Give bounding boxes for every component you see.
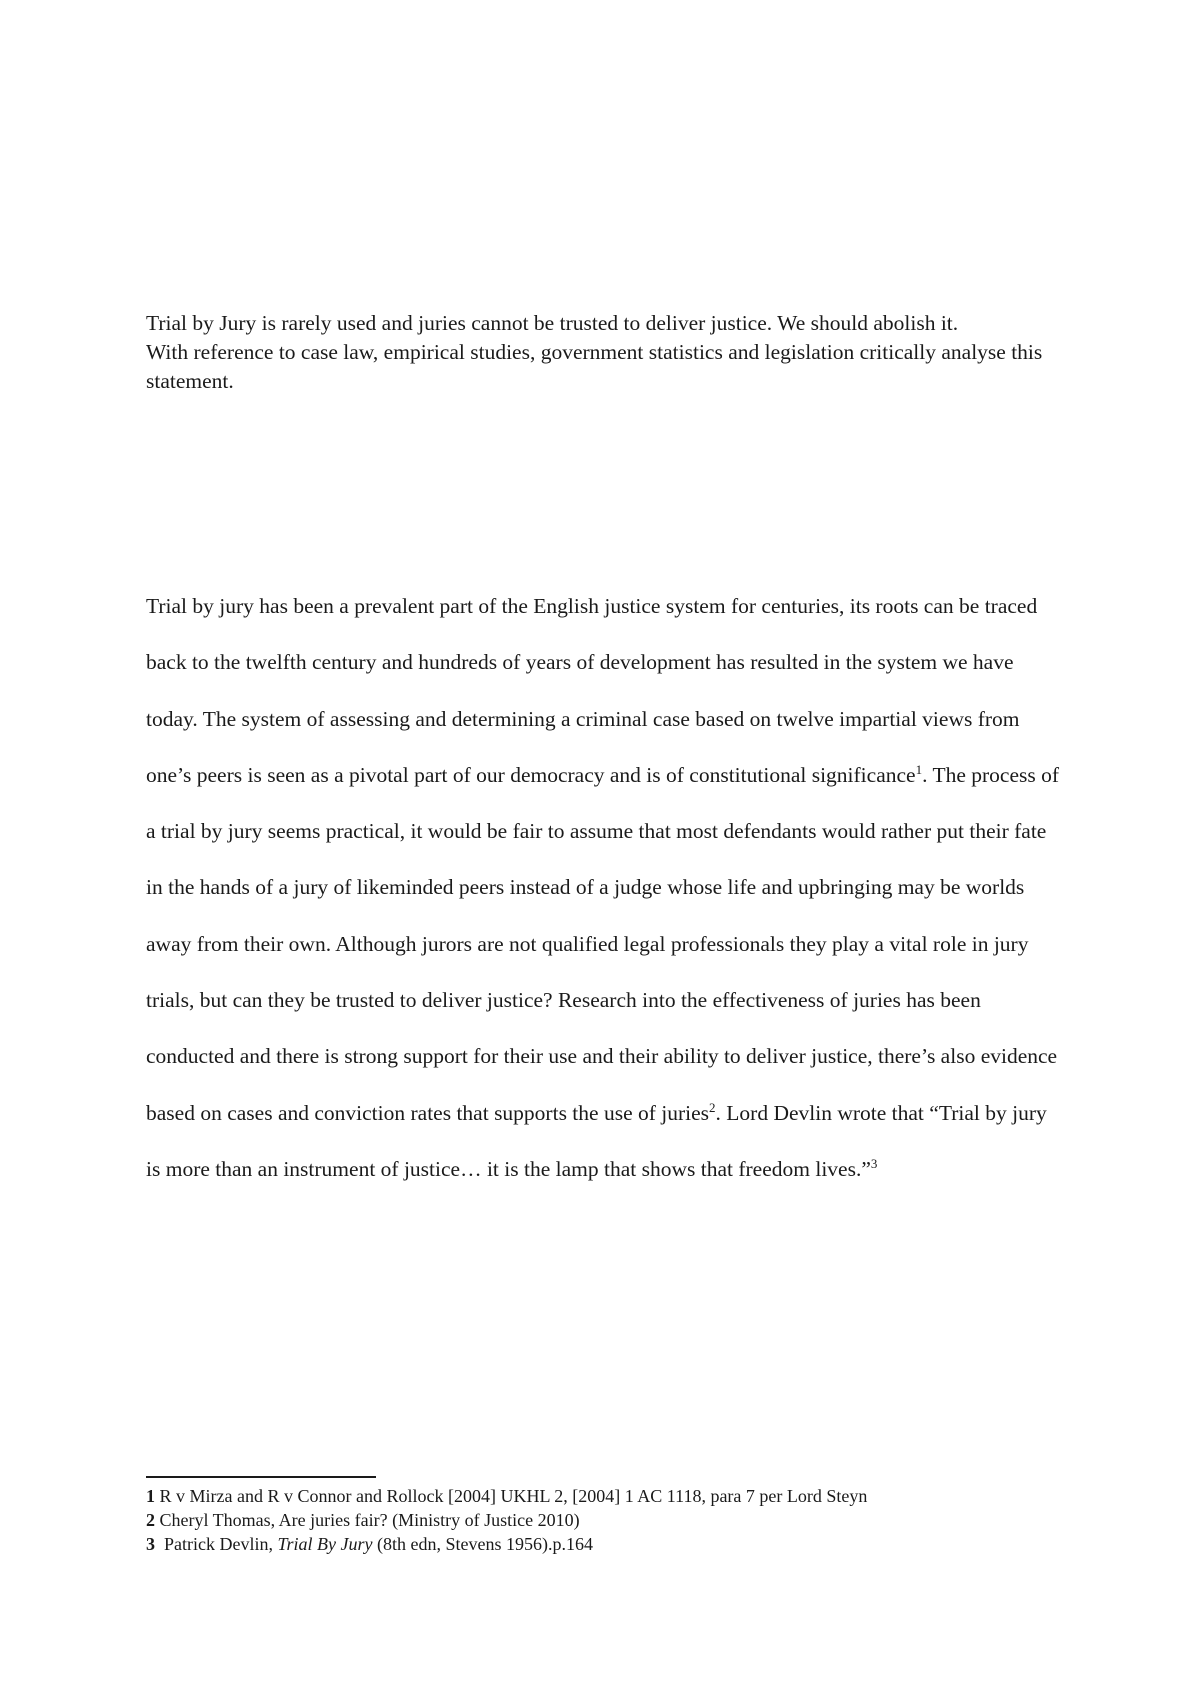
footnote-ref-2[interactable]: 2 xyxy=(709,1099,716,1115)
paragraph-text-part-2: . The process of a trial by jury seems practical, it would be fair to assume that most defendants would rather put their fate in the hands of a jury of likeminded peers instead of a judge whose life and upbringing may be worlds away from their own. Although jurors are not qualified legal professionals they play a vital role in jury trials, but can they be trusted to deliver justice? Research into the effectiveness of juries has been conducted and there is strong support for their use and their ability to deliver justice, there’s also evidence based on cases and conviction rates that supports the use of juries xyxy=(146,762,1060,1125)
footnote-3 xyxy=(146,1532,1046,1556)
question-line-1: Trial by Jury is rarely used and juries cannot be trusted to deliver justice. We should abolish it. xyxy=(146,311,959,335)
footnote-separator xyxy=(146,1476,376,1478)
footnote-number: 1 xyxy=(146,1486,155,1506)
footnote-ref-1[interactable]: 1 xyxy=(915,761,923,777)
question-line-2: With reference to case law, empirical studies, government statistics and legislation critically analyse this statement. xyxy=(146,340,1043,393)
footnote-number: 2 xyxy=(146,1510,155,1530)
footnote-2 xyxy=(146,1508,1046,1532)
paragraph-text-part-1: Trial by jury has been a prevalent part of the English justice system for centuries, its roots can be traced back to the twelfth century and hundreds of years of development has resulted in the system we have today. The system of assessing and determining a criminal case based on twelve impartial views from one’s peers is seen as a pivotal part of our democracy and is of constitutional significance xyxy=(146,594,1038,787)
paragraph-text-part-3: . Lord Devlin wrote that “Trial by jury is more than an instrument of justice… it is the lamp that shows that freedom lives.” xyxy=(146,1100,1047,1181)
footnote-text: R v Mirza and R v Connor and Rollock [2004] UKHL 2, [2004] 1 AC 1118, para 7 per Lord Steyn xyxy=(155,1486,868,1506)
footnote-1 xyxy=(146,1484,1046,1508)
footnote-text-prefix: Patrick Devlin, xyxy=(155,1534,278,1554)
footnote-number: 3 xyxy=(146,1534,155,1554)
essay-question xyxy=(146,309,1051,396)
footnote-ref-3[interactable]: 3 xyxy=(870,1155,878,1171)
footnote-text: Cheryl Thomas, Are juries fair? (Ministry of Justice 2010) xyxy=(155,1510,580,1530)
footnote-book-title: Trial By Jury xyxy=(277,1534,373,1554)
footnotes xyxy=(146,1484,1046,1556)
essay-paragraph xyxy=(146,578,1066,1197)
footnote-text-suffix: (8th edn, Stevens 1956).p.164 xyxy=(372,1534,593,1554)
